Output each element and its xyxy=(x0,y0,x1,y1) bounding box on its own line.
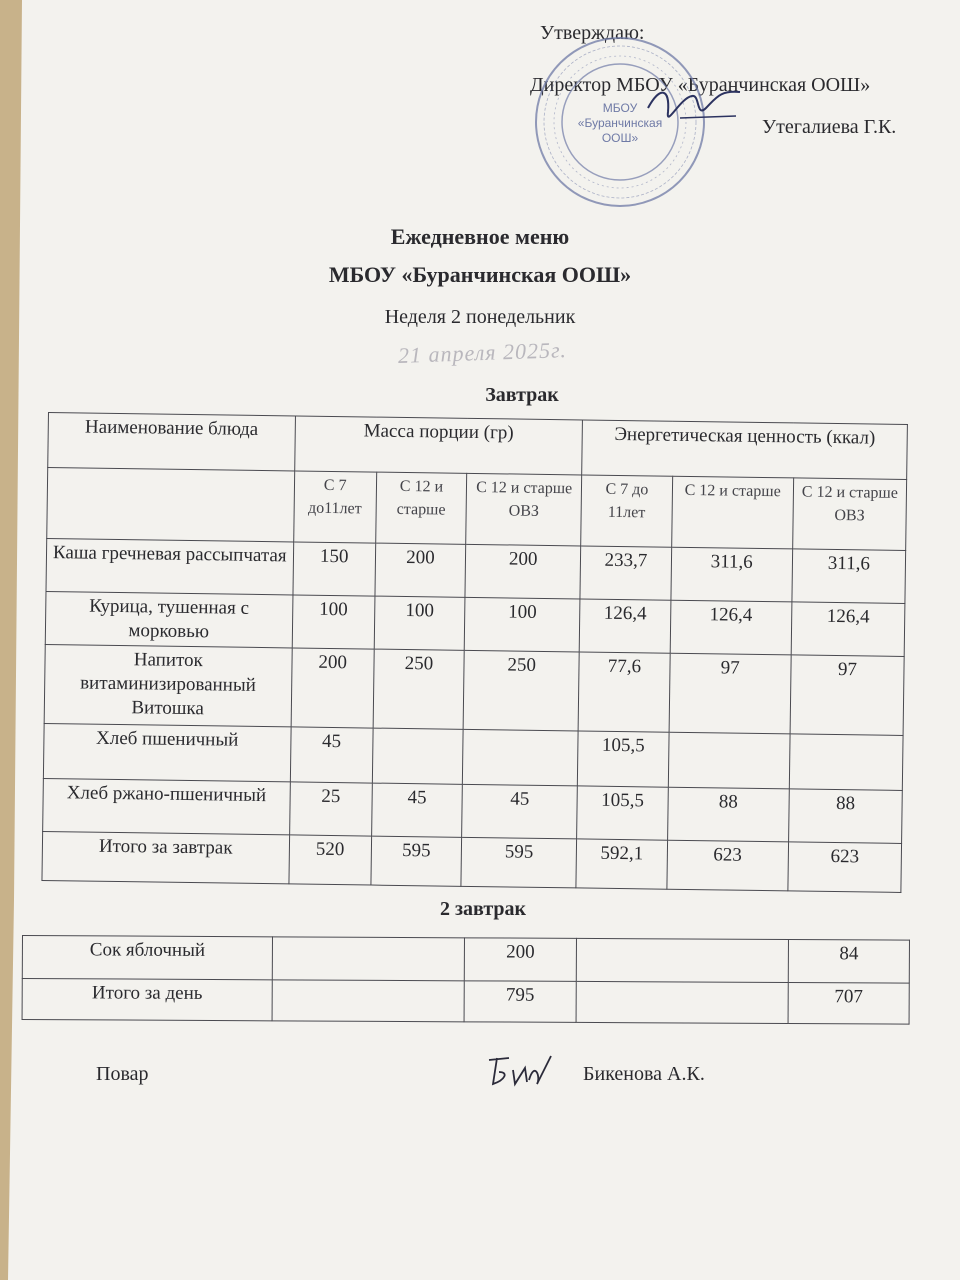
cell-value xyxy=(372,728,463,784)
cell-value: 200 xyxy=(464,938,576,982)
cell-value: 84 xyxy=(788,940,909,984)
approval-position: Директор МБОУ «Буранчинская ООШ» xyxy=(530,74,871,96)
second-breakfast-table xyxy=(22,935,910,1025)
approval-label: Утверждаю: xyxy=(540,22,645,44)
cook-role: Повар xyxy=(96,1063,149,1085)
director-signature xyxy=(640,78,750,138)
seal-line-2: «Буранчинская xyxy=(577,116,663,130)
cell-value: 250 xyxy=(463,650,579,731)
subheader-cell: С 12 и старше ОВЗ xyxy=(793,478,907,551)
cell-value: 150 xyxy=(293,542,376,596)
cell-value: 126,4 xyxy=(791,602,905,657)
cell-value: 105,5 xyxy=(578,731,669,787)
total-value: 520 xyxy=(289,835,372,885)
cell-value: 100 xyxy=(374,596,465,650)
cell-value: 45 xyxy=(371,783,462,837)
subheader-cell: С 12 и старше xyxy=(671,476,793,549)
total-value: 795 xyxy=(464,981,576,1023)
cell-value: 250 xyxy=(373,649,465,729)
subheader-empty xyxy=(47,468,295,542)
cell-value: 88 xyxy=(788,789,902,844)
dish-name: Сок яблочный xyxy=(22,936,272,980)
cell-value: 200 xyxy=(375,543,466,597)
table-row xyxy=(44,644,904,735)
seal-line-3: ООШ» xyxy=(601,131,639,145)
page-title: Ежедневное меню xyxy=(390,224,570,249)
cook-name: Бикенова А.К. xyxy=(583,1063,705,1085)
cell-value: 200 xyxy=(465,544,581,599)
cook-signature xyxy=(485,1050,555,1090)
cell-value: 100 xyxy=(292,595,375,649)
total-label: Итого за день xyxy=(22,979,272,1021)
dish-name: Хлеб ржано-пшеничный xyxy=(43,778,290,834)
cell-value: 25 xyxy=(289,782,372,836)
dish-name: Каша гречневая рассыпчатая xyxy=(46,538,293,594)
empty-cell xyxy=(576,938,788,982)
section-second-breakfast: 2 завтрак xyxy=(440,898,527,920)
header-dish: Наименование блюда xyxy=(48,413,295,471)
cell-value: 126,4 xyxy=(579,599,670,653)
section-breakfast: Завтрак xyxy=(485,384,559,406)
cell-value xyxy=(668,732,790,789)
cell-value xyxy=(463,729,579,786)
dish-name: Курица, тушенная с морковью xyxy=(45,591,292,647)
total-value: 595 xyxy=(461,837,577,888)
cell-value: 200 xyxy=(291,648,374,728)
seal-line-1: МБОУ xyxy=(602,101,638,115)
cell-value: 97 xyxy=(790,655,904,736)
subheader-cell: С 7 до11лет xyxy=(293,471,376,543)
school-name: МБОУ «Буранчинская ООШ» xyxy=(328,262,632,287)
total-value: 623 xyxy=(667,840,789,891)
cell-value xyxy=(789,734,903,791)
approval-signer: Утегалиева Г.К. xyxy=(762,116,897,138)
cell-value: 77,6 xyxy=(578,652,670,732)
dish-name: Хлеб пшеничный xyxy=(43,723,290,781)
week-day: Неделя 2 понедельник xyxy=(384,306,576,328)
total-label: Итого за завтрак xyxy=(42,831,289,883)
cell-value: 233,7 xyxy=(580,546,671,600)
table-total-row xyxy=(22,979,909,1025)
subheader-cell: С 12 и старше ОВЗ xyxy=(466,473,582,546)
cell-value: 126,4 xyxy=(670,600,792,655)
cell-value: 45 xyxy=(462,784,578,839)
subheader-cell: С 12 и старше xyxy=(375,472,466,544)
cell-value: 97 xyxy=(669,653,791,734)
header-energy: Энергетическая ценность (ккал) xyxy=(582,420,908,480)
cell-value: 88 xyxy=(667,787,789,842)
cell-value: 100 xyxy=(464,597,580,652)
cell-value: 311,6 xyxy=(792,549,906,604)
empty-cell xyxy=(272,937,464,981)
cell-value: 45 xyxy=(290,727,373,783)
table-subheader-row xyxy=(47,468,907,551)
total-value: 623 xyxy=(788,842,902,893)
total-value: 592,1 xyxy=(576,839,667,889)
subheader-cell: С 7 до 11лет xyxy=(581,475,672,547)
breakfast-table xyxy=(41,412,907,893)
empty-cell xyxy=(272,980,464,1022)
menu-date: 21 апреля 2025г. xyxy=(397,337,568,368)
cell-value: 105,5 xyxy=(577,786,668,840)
dish-name: Напиток витаминизированный Витошка xyxy=(44,644,292,726)
empty-cell xyxy=(576,981,788,1023)
header-mass: Масса порции (гр) xyxy=(294,416,582,475)
table-row xyxy=(22,936,909,984)
cell-value: 311,6 xyxy=(671,547,793,602)
total-value: 595 xyxy=(371,836,462,886)
total-value: 707 xyxy=(788,983,909,1025)
